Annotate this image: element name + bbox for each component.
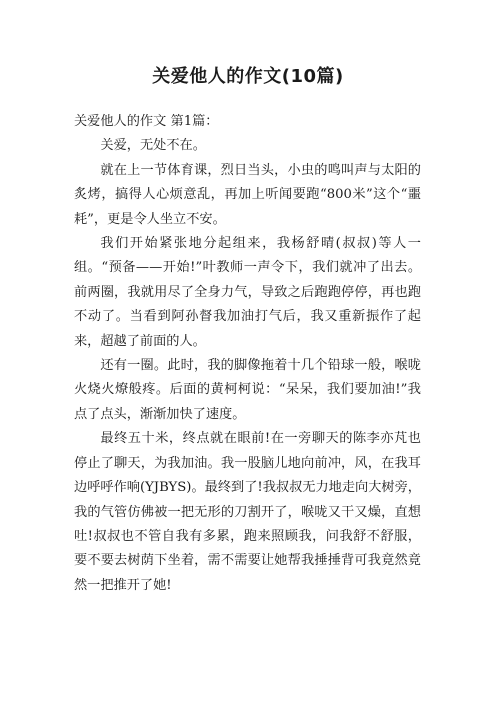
paragraph-1: 关爱，无处不在。: [100, 138, 206, 154]
paragraph-3: 我们开始紧张地分起组来，我杨舒晴(叔叔)等人一组。“预备——开始!”叶教师一声令下，我们就冲了出去。前两圈，我就用尽了全身力气，导致之后跑跑停停，再也跑不动了。当看到阿孙督我加油打气后，我又重新振作了起来，超越了前面的人。: [74, 236, 421, 349]
page-title: 关爱他人的作文(10篇): [152, 66, 344, 87]
paragraph-2: 就在上一节体育课，烈日当头，小虫的鸣叫声与太阳的炙烤，搞得人心烦意乱，再加上听闻要跑“800米”这个“噩耗”，更是令人坐立不安。: [74, 162, 421, 227]
paragraph-4: 还有一圈。此时，我的脚像拖着十几个铅球一般，喉咙火烧火燎般疼。后面的黄柯柯说：“呆呆，我们要加油!”我点了点头，渐渐加快了速度。: [74, 358, 421, 422]
paragraph-5: 最终五十米，终点就在眼前!在一旁聊天的陈李亦芃也停止了聊天，为我加油。我一股脑儿地向前冲，风，在我耳边呼呼作响(YJBYS)。最终到了!我叔叔无力地走向大树旁，我的气管仿佛被一把无形的刀割开了，喉咙又干又燥，直想吐!叔叔也不管自我有多累，跑来照顾我，问我舒不舒服，要不要去树荫下坐着，需不需要让她帮我捶捶背可我竟然竟然一把推开了她!: [74, 431, 421, 593]
section-heading: 关爱他人的作文 第1篇：: [74, 114, 219, 129]
article-body: [74, 110, 421, 598]
